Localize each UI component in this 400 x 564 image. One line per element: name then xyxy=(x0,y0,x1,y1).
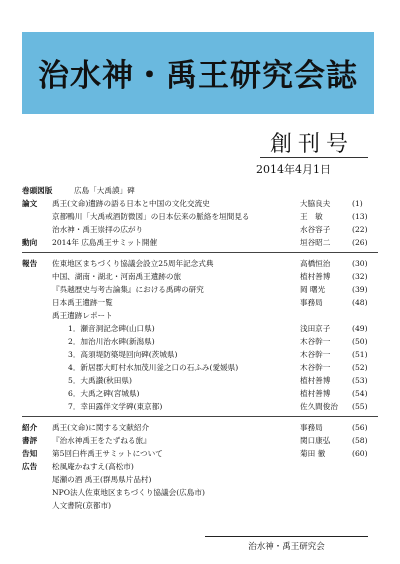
toc-entry-page: (58) xyxy=(352,436,368,445)
toc-entry xyxy=(22,486,378,499)
toc-entry xyxy=(22,296,378,309)
table-of-contents xyxy=(22,184,378,512)
toc-entry-title: 禹王(文命)に関する文献紹介 xyxy=(52,423,150,432)
toc-entry-page: (52) xyxy=(352,363,368,372)
toc-entry-author: 事務局 xyxy=(300,298,323,307)
toc-entry xyxy=(22,257,378,270)
toc-entry-author: 垣谷昭二 xyxy=(300,238,331,247)
toc-entry xyxy=(22,421,378,434)
toc-entry xyxy=(22,309,378,322)
toc-entry-title: 佐東地区まちづくり協議会設立25周年記念式典 xyxy=(52,259,214,268)
frontispiece-text: 広島「大禹謨」碑 xyxy=(74,186,135,195)
toc-group-reports xyxy=(22,257,378,417)
toc-entry-author: 植村善博 xyxy=(300,389,331,398)
toc-entry-author: 水谷容子 xyxy=(300,225,331,234)
title-banner xyxy=(22,32,374,114)
toc-entry-title: 人文書院(京都市) xyxy=(52,501,112,510)
toc-entry xyxy=(22,361,378,374)
toc-entry xyxy=(22,348,378,361)
toc-entry-title: 7．幸田露伴文学碑(東京都) xyxy=(68,402,163,411)
frontispiece-label: 巻頭図版 xyxy=(22,186,53,195)
toc-entry-author: 浅田京子 xyxy=(300,324,331,333)
toc-entry-page: (32) xyxy=(352,272,368,281)
toc-entry-author: 王 敏 xyxy=(300,212,323,221)
toc-entry-title: 日本禹王遺跡一覧 xyxy=(52,298,113,307)
toc-entry-title: 京都鴨川「大禹戒酒防微図」の日本伝来の脈絡を垣間見る xyxy=(52,212,250,221)
toc-entry-title: 松風庵かねすえ(高松市) xyxy=(52,462,134,471)
toc-entry-page: (55) xyxy=(352,402,368,411)
toc-section-label: 論文 xyxy=(22,199,38,208)
issue-divider xyxy=(260,157,368,158)
toc-entry-author: 木谷幹一 xyxy=(300,350,331,359)
toc-section-label: 動向 xyxy=(22,238,38,247)
toc-entry-author: 大脇良夫 xyxy=(300,199,331,208)
toc-entry-author: 植村善博 xyxy=(300,376,331,385)
toc-entry xyxy=(22,236,378,249)
toc-entry-page: (13) xyxy=(352,212,368,221)
toc-entry-author: 植村善博 xyxy=(300,272,331,281)
toc-entry xyxy=(22,447,378,460)
toc-entry-title: 1．瀬音洞記念碑(山口県) xyxy=(68,324,155,333)
toc-section-label: 広告 xyxy=(22,462,38,471)
toc-entry xyxy=(22,322,378,335)
toc-entry-title: 『呉越歴史与考古論集』における禹碑の研究 xyxy=(52,285,204,294)
toc-entry-title: 2．加治川治水碑(新潟県) xyxy=(68,337,155,346)
toc-entry xyxy=(22,210,378,223)
toc-entry-title: 尾瀬の酒 禹王(群馬県片品村) xyxy=(52,475,152,484)
toc-entry-title: 中国、湖南・湖北・河南禹王遺跡の旅 xyxy=(52,272,182,281)
toc-entry-page: (50) xyxy=(352,337,368,346)
toc-entry xyxy=(22,499,378,512)
toc-entry-title: 2014年 広島禹王サミット開催 xyxy=(52,238,158,247)
toc-entry xyxy=(22,473,378,486)
toc-entry-page: (48) xyxy=(352,298,368,307)
toc-entry-page: (30) xyxy=(352,259,368,268)
toc-entry-author: 木谷幹一 xyxy=(300,337,331,346)
issue-label: 創刊号 xyxy=(270,132,355,157)
toc-section-label: 報告 xyxy=(22,259,38,268)
toc-entry-page: (56) xyxy=(352,423,368,432)
toc-entry-page: (22) xyxy=(352,225,368,234)
toc-entry-title: 禹王(文命)遺跡の語る日本と中国の文化交流史 xyxy=(52,199,210,208)
toc-entry-title: 4．新居郡大町村水加茂川釜之口の石ふみ(愛媛県) xyxy=(68,363,239,372)
toc-entry-page: (54) xyxy=(352,389,368,398)
toc-group-misc xyxy=(22,421,378,512)
toc-entry xyxy=(22,335,378,348)
toc-entry-title: 『治水神禹王をたずねる旅』 xyxy=(52,436,151,445)
toc-entry xyxy=(22,460,378,473)
toc-entry xyxy=(22,434,378,447)
footer-divider xyxy=(205,536,368,537)
toc-entry xyxy=(22,197,378,210)
frontispiece-row xyxy=(22,184,378,197)
toc-entry-page: (51) xyxy=(352,350,368,359)
toc-entry-page: (53) xyxy=(352,376,368,385)
toc-entry-author: 関口康弘 xyxy=(300,436,331,445)
toc-entry-title: 3．高須堤防築堤回向碑(茨城県) xyxy=(68,350,178,359)
toc-entry xyxy=(22,283,378,296)
toc-entry xyxy=(22,400,378,413)
toc-entry-page: (49) xyxy=(352,324,368,333)
toc-entry-title: 治水神・禹王崇拝の広がり xyxy=(52,225,144,234)
toc-entry-page: (26) xyxy=(352,238,368,247)
toc-entry-page: (39) xyxy=(352,285,368,294)
toc-entry-title: NPO法人佐東地区まちづくり協議会(広島市) xyxy=(52,488,205,497)
toc-section-label: 紹介 xyxy=(22,423,38,432)
toc-group-articles xyxy=(22,197,378,253)
toc-entry-page: (60) xyxy=(352,449,368,458)
publisher-name: 治水神・禹王研究会 xyxy=(248,542,325,552)
toc-entry xyxy=(22,270,378,283)
toc-section-label: 告知 xyxy=(22,449,38,458)
toc-entry xyxy=(22,374,378,387)
toc-entry-title: 5．大禹讃(秋田県) xyxy=(68,376,132,385)
toc-entry xyxy=(22,223,378,236)
toc-entry-page: (1) xyxy=(352,199,363,208)
toc-entry-author: 事務局 xyxy=(300,423,323,432)
toc-entry-author: 高橋恒治 xyxy=(300,259,331,268)
toc-entry-title: 禹王遺跡レポート xyxy=(52,311,113,320)
toc-entry-author: 佐久間俊治 xyxy=(300,402,338,411)
toc-entry-author: 木谷幹一 xyxy=(300,363,331,372)
toc-entry-author: 菊田 徹 xyxy=(300,449,326,458)
toc-entry xyxy=(22,387,378,400)
toc-entry-author: 岡 曙光 xyxy=(300,285,326,294)
toc-entry-title: 6．大禹之碑(宮城県) xyxy=(68,389,140,398)
toc-section-label: 書評 xyxy=(22,436,38,445)
publication-date: 2014年4月1日 xyxy=(256,163,331,176)
toc-entry-title: 第5回臼杵禹王サミットについて xyxy=(52,449,163,458)
journal-title: 治水神・禹王研究会誌 xyxy=(38,58,358,94)
